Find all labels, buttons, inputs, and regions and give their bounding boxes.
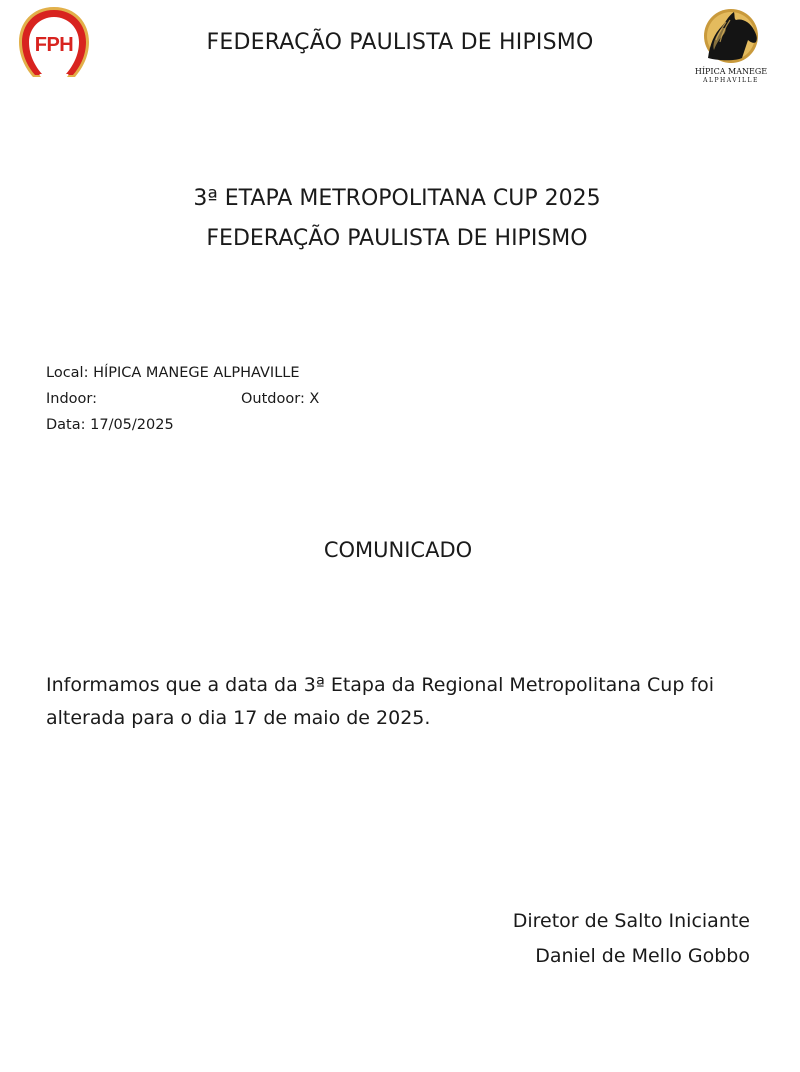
hipica-manege-logo xyxy=(694,6,768,84)
event-title-line-2: FEDERAÇÃO PAULISTA DE HIPISMO xyxy=(206,226,588,251)
event-title-line-1: 3ª ETAPA METROPOLITANA CUP 2025 xyxy=(193,186,601,211)
comunicado-body: Informamos que a data da 3ª Etapa da Regional Metropolitana Cup foi alterada para o dia 17 de maio de 2025. xyxy=(46,674,715,729)
fph-logo-text: FPH xyxy=(34,34,74,56)
info-local: Local: HÍPICA MANEGE ALPHAVILLE xyxy=(46,365,300,381)
info-indoor: Indoor: xyxy=(46,391,98,407)
header-title: FEDERAÇÃO PAULISTA DE HIPISMO xyxy=(206,30,594,55)
signature-role: Diretor de Salto Iniciante xyxy=(512,910,750,932)
info-date: Data: 17/05/2025 xyxy=(46,417,174,433)
comunicado-heading: COMUNICADO xyxy=(323,538,473,562)
info-outdoor: Outdoor: X xyxy=(241,391,320,407)
signature-name: Daniel de Mello Gobbo xyxy=(535,945,750,967)
manege-logo-text-2: ALPHAVILLE xyxy=(703,77,759,84)
manege-logo-text-1: HÍPICA MANEGE xyxy=(694,67,768,76)
